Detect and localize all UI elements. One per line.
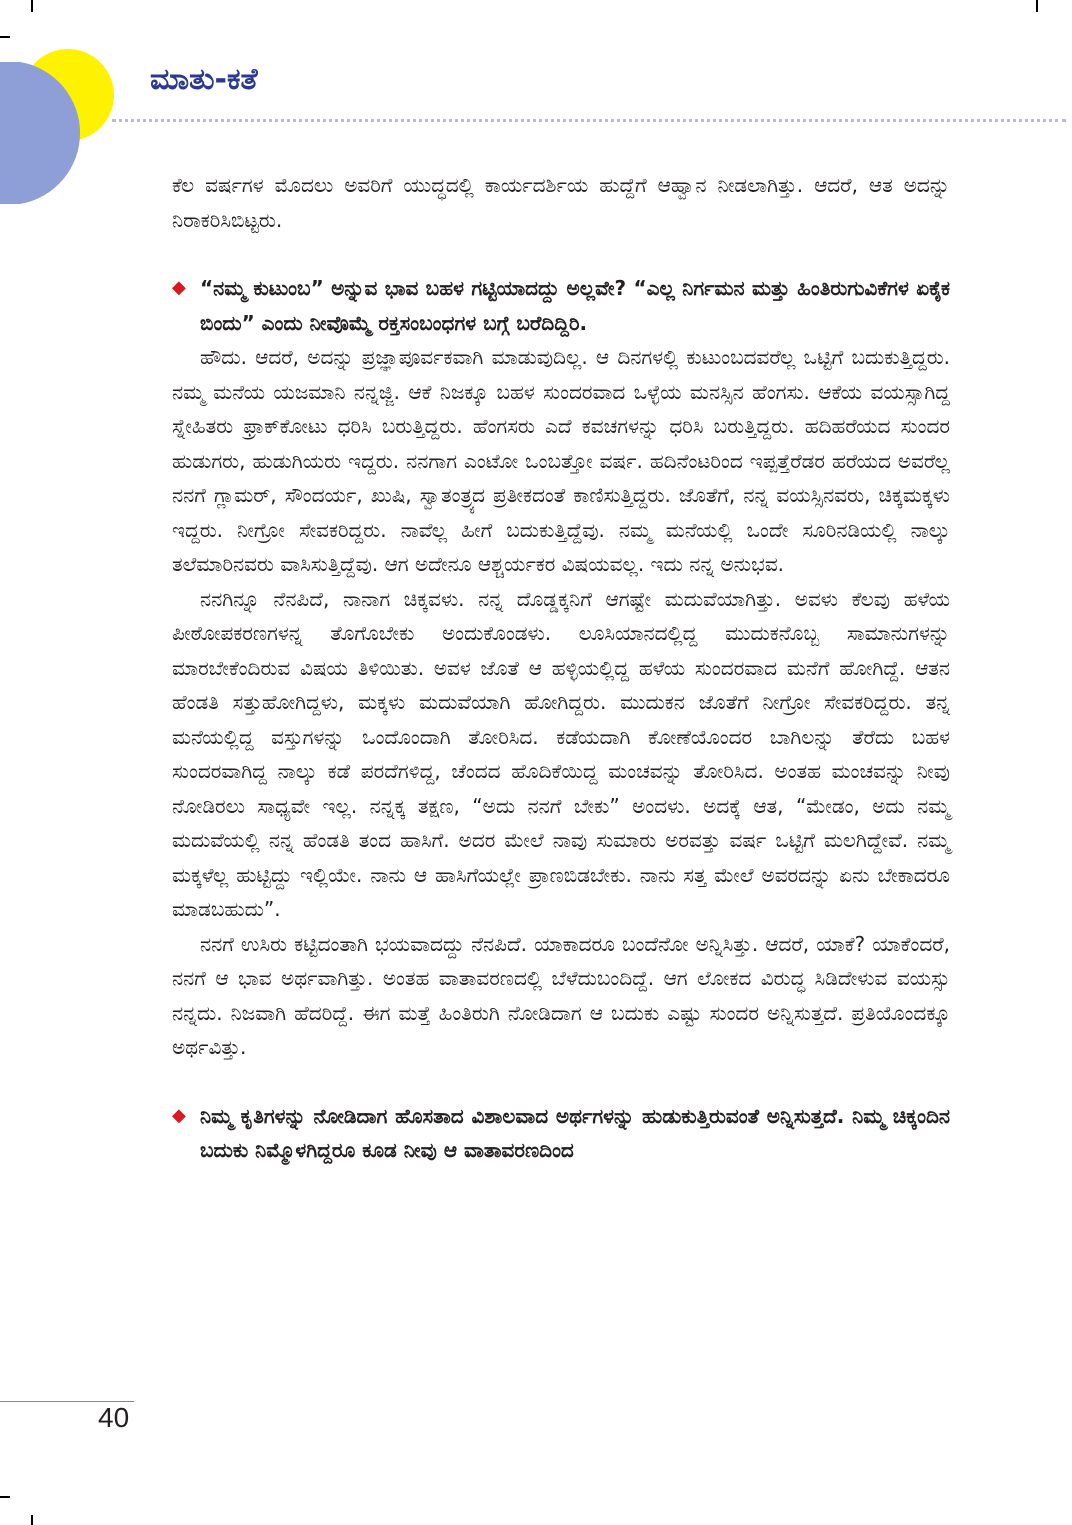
- article-body: [172, 168, 950, 1168]
- section-title: ಮಾತು-ಕತೆ: [150, 62, 258, 97]
- crop-mark-top-right: [1036, 0, 1038, 12]
- header-decoration: [0, 0, 140, 210]
- question-2-text: ನಿಮ್ಮ ಕೃತಿಗಳನ್ನು ನೋಡಿದಾಗ ಹೊಸತಾದ ವಿಶಾಲವಾದ ಅರ್ಥಗಳನ್ನು ಹುಡುಕುತ್ತಿರುವಂತೆ ಅನ್ನಿಸುತ್ತದೆ. ನಿಮ್ಮ ಚಿಕ್ಕಂದಿನ ಬದುಕು ನಿಮ್ಮೊಳಗಿದ್ದರೂ ಕೂಡ ನೀವು ಆ ವಾತಾವರಣದಿಂದ: [200, 1103, 950, 1162]
- answer-paragraph-1: ಹೌದು. ಆದರೆ, ಅದನ್ನು ಪ್ರಜ್ಞಾಪೂರ್ವಕವಾಗಿ ಮಾಡುವುದಿಲ್ಲ. ಆ ದಿನಗಳಲ್ಲಿ ಕುಟುಂಬದವರೆಲ್ಲ ಒಟ್ಟಿಗೆ ಬದುಕುತ್ತಿದ್ದರು. ನಮ್ಮ ಮನೆಯ ಯಜಮಾನಿ ನನ್ನಜ್ಜಿ. ಆಕೆ ನಿಜಕ್ಕೂ ಬಹಳ ಸುಂದರವಾದ ಒಳ್ಳೆಯ ಮನಸ್ಸಿನ ಹೆಂಗಸು. ಆಕೆಯ ವಯಸ್ಸಾಗಿದ್ದ ಸ್ನೇಹಿತರು ಫ್ರಾಕ್‌ಕೋಟು ಧರಿಸಿ ಬರುತ್ತಿದ್ದರು. ಹೆಂಗಸರು ಎದೆ ಕವಚಗಳನ್ನು ಧರಿಸಿ ಬರುತ್ತಿದ್ದರು. ಹದಿಹರೆಯದ ಸುಂದರ ಹುಡುಗರು, ಹುಡುಗಿಯರು ಇದ್ದರು. ನನಗಾಗ ಎಂಟೋ ಒಂಬತ್ತೋ ವರ್ಷ. ಹದಿನೆಂಟರಿಂದ ಇಪ್ಪತ್ತೆರೆಡರ ಹರೆಯದ ಅವರೆಲ್ಲ ನನಗೆ ಗ್ಲಾಮರ್, ಸೌಂದರ್ಯ, ಖುಷಿ, ಸ್ವಾತಂತ್ರ್ಯದ ಪ್ರತೀಕದಂತೆ ಕಾಣಿಸುತ್ತಿದ್ದರು. ಜೊತೆಗೆ, ನನ್ನ ವಯಸ್ಸಿನವರು, ಚಿಕ್ಕಮಕ್ಕಳು ಇದ್ದರು. ನೀಗ್ರೋ ಸೇವಕರಿದ್ದರು. ನಾವೆಲ್ಲ ಹೀಗೆ ಬದುಕುತ್ತಿದ್ದೆವು. ನಮ್ಮ ಮನೆಯಲ್ಲಿ ಒಂದೇ ಸೂರಿನಡಿಯಲ್ಲಿ ನಾಲ್ಕು ತಲೆಮಾರಿನವರು ವಾಸಿಸುತ್ತಿದ್ದೆವು. ಆಗ ಅದೇನೂ ಆಶ್ಚರ್ಯಕರ ವಿಷಯವಲ್ಲ. ಇದು ನನ್ನ ಅನುಭವ.: [172, 345, 950, 576]
- crop-mark-bottom-left: [31, 1515, 33, 1525]
- diamond-bullet-icon: ◆: [172, 277, 186, 298]
- question-1-text: “ನಮ್ಮ ಕುಟುಂಬ” ಅನ್ನುವ ಭಾವ ಬಹಳ ಗಟ್ಟಿಯಾದದ್ದು ಅಲ್ಲವೇ? “ಎಲ್ಲ ನಿರ್ಗಮನ ಮತ್ತು ಹಿಂತಿರುಗುವಿಕೆಗಳ ಏಕೈಕ ಬಿಂದು” ಎಂದು ನೀವೊಮ್ಮೆ ರಕ್ತಸಂಬಂಧಗಳ ಬಗ್ಗೆ ಬರೆದಿದ್ದಿರಿ.: [200, 276, 950, 335]
- page-number: 40: [98, 1402, 130, 1433]
- header-dotted-rule: [112, 119, 1066, 122]
- answer-paragraph-3: ನನಗೆ ಉಸಿರು ಕಟ್ಟಿದಂತಾಗಿ ಭಯವಾದದ್ದು ನೆನಪಿದೆ. ಯಾಕಾದರೂ ಬಂದೆನೋ ಅನ್ನಿಸಿತ್ತು. ಆದರೆ, ಯಾಕೆ? ಯಾಕೆಂದರೆ, ನನಗೆ ಆ ಭಾವ ಅರ್ಥವಾಗಿತ್ತು. ಅಂತಹ ವಾತಾವರಣದಲ್ಲಿ ಬೆಳೆದುಬಂದಿದ್ದೆ. ಆಗ ಲೋಕದ ವಿರುದ್ಧ ಸಿಡಿದೇಳುವ ವಯಸ್ಸು ನನ್ನದು. ನಿಜವಾಗಿ ಹೆದರಿದ್ದೆ. ಈಗ ಮತ್ತೆ ಹಿಂತಿರುಗಿ ನೋಡಿದಾಗ ಆ ಬದುಕು ಎಷ್ಟು ಸುಂದರ ಅನ್ನಿಸುತ್ತದೆ. ಪ್ರತಿಯೊಂದಕ್ಕೂ ಅರ್ಥವಿತ್ತು.: [172, 931, 950, 1059]
- diamond-bullet-icon: ◆: [172, 1104, 186, 1126]
- question-1: [172, 271, 950, 340]
- crop-mark-left-lower: [0, 1496, 10, 1498]
- question-2: [172, 1099, 950, 1168]
- intro-paragraph: ಕೆಲ ವರ್ಷಗಳ ಮೊದಲು ಅವರಿಗೆ ಯುದ್ಧದಲ್ಲಿ ಕಾರ್ಯದರ್ಶಿಯ ಹುದ್ದೆಗೆ ಆಹ್ವಾನ ನೀಡಲಾಗಿತ್ತು. ಆದರೆ, ಆತ ಅದನ್ನು ನಿರಾಕರಿಸಿಬಿಟ್ಟರು.: [172, 173, 950, 232]
- answer-paragraph-2: ನನಗಿನ್ನೂ ನೆನಪಿದೆ, ನಾನಾಗ ಚಿಕ್ಕವಳು. ನನ್ನ ದೊಡ್ಡಕ್ಕನಿಗೆ ಆಗಷ್ಟೇ ಮದುವೆಯಾಗಿತ್ತು. ಅವಳು ಕೆಲವು ಹಳೆಯ ಪೀಠೋಪಕರಣಗಳನ್ನ ತೊಗೊಬೇಕು ಅಂದುಕೊಂಡಳು. ಲೂಸಿಯಾನದಲ್ಲಿದ್ದ ಮುದುಕನೊಬ್ಬ ಸಾಮಾನುಗಳನ್ನು ಮಾರಬೇಕೆಂದಿರುವ ವಿಷಯ ತಿಳಿಯಿತು. ಅವಳ ಜೊತೆ ಆ ಹಳ್ಳಿಯಲ್ಲಿದ್ದ ಹಳೆಯ ಸುಂದರವಾದ ಮನೆಗೆ ಹೋಗಿದ್ದೆ. ಆತನ ಹೆಂಡತಿ ಸತ್ತುಹೋಗಿದ್ದಳು, ಮಕ್ಕಳು ಮದುವೆಯಾಗಿ ಹೋಗಿದ್ದರು. ಮುದುಕನ ಜೊತೆಗೆ ನೀಗ್ರೋ ಸೇವಕರಿದ್ದರು. ತನ್ನ ಮನೆಯಲ್ಲಿದ್ದ ವಸ್ತುಗಳನ್ನು ಒಂದೊಂದಾಗಿ ತೋರಿಸಿದ. ಕಡೆಯದಾಗಿ ಕೋಣೆಯೊಂದರ ಬಾಗಿಲನ್ನು ತೆರೆದು ಬಹಳ ಸುಂದರವಾಗಿದ್ದ ನಾಲ್ಕು ಕಡೆ ಪರದೆಗಳಿದ್ದ, ಚೆಂದದ ಹೊದಿಕೆಯಿದ್ದ ಮಂಚವನ್ನು ತೋರಿಸಿದ. ಅಂತಹ ಮಂಚವನ್ನು ನೀವು ನೋಡಿರಲು ಸಾಧ್ಯವೇ ಇಲ್ಲ. ನನ್ನಕ್ಕ ತಕ್ಷಣ, “ಅದು ನನಗೆ ಬೇಕು” ಅಂದಳು. ಅದಕ್ಕೆ ಆತ, “ಮೇಡಂ, ಅದು ನಮ್ಮ ಮದುವೆಯಲ್ಲಿ ನನ್ನ ಹೆಂಡತಿ ತಂದ ಹಾಸಿಗೆ. ಅದರ ಮೇಲೆ ನಾವು ಸುಮಾರು ಅರವತ್ತು ವರ್ಷ ಒಟ್ಟಿಗೆ ಮಲಗಿದ್ದೇವೆ. ನಮ್ಮ ಮಕ್ಕಳೆಲ್ಲ ಹುಟ್ಟಿದ್ದು ಇಲ್ಲಿಯೇ. ನಾನು ಆ ಹಾಸಿಗೆಯಲ್ಲೇ ಪ್ರಾಣಬಿಡಬೇಕು. ನಾನು ಸತ್ತ ಮೇಲೆ ಅವರದನ್ನು ಏನು ಬೇಕಾದರೂ ಮಾಡಬಹುದು”.: [172, 586, 950, 921]
